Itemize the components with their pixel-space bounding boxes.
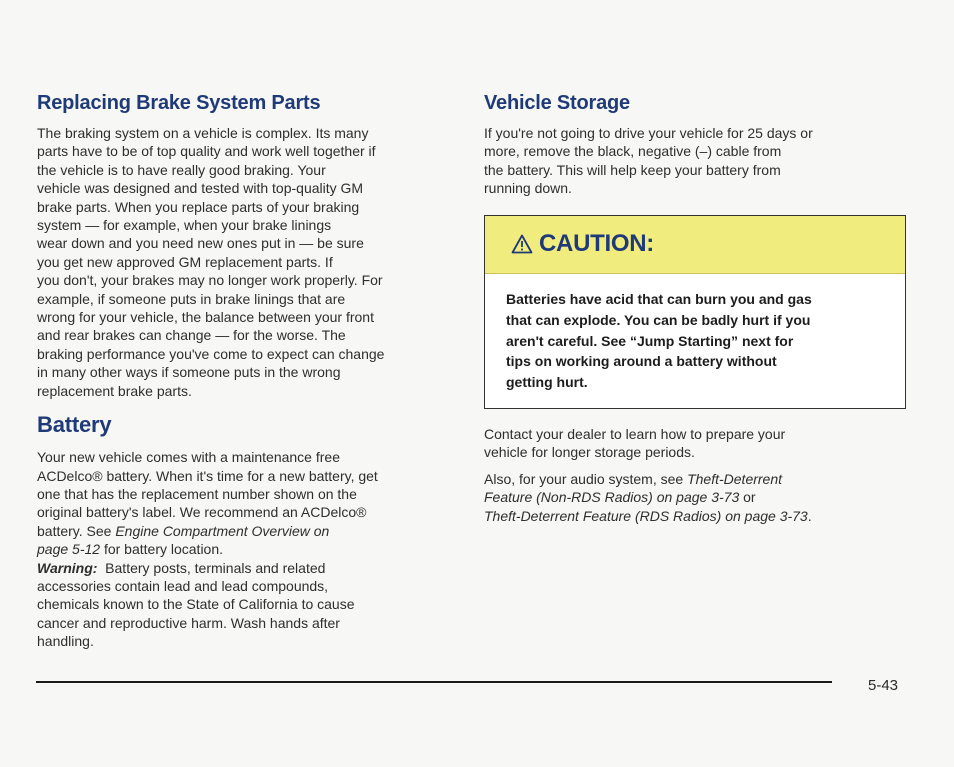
text-line: Batteries have acid that can burn you and gas (506, 291, 812, 307)
text-line: accessories contain lead and lead compounds, (37, 577, 329, 594)
text-line: cancer and reproductive harm. Wash hands after (37, 614, 340, 631)
cross-reference-link[interactable]: page 5-12 (37, 541, 101, 558)
text-line: example, if someone puts in brake linings that are (37, 290, 346, 307)
text-line: one that has the replacement number shown on the (37, 485, 357, 502)
brake-paragraph (37, 124, 457, 400)
text-line: parts have to be of top quality and work well together if (37, 143, 376, 160)
text-line (484, 488, 906, 506)
text-run: Battery posts, terminals and related (97, 559, 326, 576)
text-line: the battery. This will help keep your battery from (484, 161, 781, 178)
text-line (37, 522, 457, 540)
caution-header (485, 216, 905, 274)
text-line: Contact your dealer to learn how to prepare your (484, 426, 786, 442)
text-run: for battery location. (100, 541, 224, 558)
audio-paragraph (484, 470, 906, 525)
text-line: tips on working around a battery without (506, 353, 777, 370)
text-line: aren't careful. See “Jump Starting” next for (506, 332, 794, 349)
storage-paragraph (484, 124, 906, 198)
right-column (484, 92, 906, 198)
text-line: wrong for your vehicle, the balance between your front (37, 309, 374, 326)
text-line (37, 559, 457, 577)
page-number: 5-43 (868, 677, 899, 694)
text-line: braking performance you've come to expect can change (37, 345, 385, 362)
text-line: replacement brake parts. (37, 382, 192, 399)
text-line: system — for example, when your brake linings (37, 217, 332, 234)
text-line: you get new approved GM replacement parts. If (37, 253, 333, 270)
caution-title-text: CAUTION: (539, 230, 654, 257)
cross-reference-link[interactable]: Theft-Deterrent Feature (RDS Radios) on page 3-73 (484, 507, 808, 524)
text-line: Your new vehicle comes with a maintenance free (37, 449, 340, 466)
text-line: vehicle for longer storage periods. (484, 444, 695, 461)
text-run: battery. See (37, 522, 116, 539)
battery-heading: Battery (37, 412, 112, 438)
battery-paragraph (37, 448, 457, 650)
storage-followup (484, 425, 906, 533)
text-line: getting hurt. (506, 374, 588, 391)
cross-reference-link[interactable]: Feature (Non-RDS Radios) on page 3-73 (484, 489, 740, 506)
caution-box (484, 215, 906, 409)
text-line: you don't, your brakes may no longer work properly. For (37, 272, 383, 289)
contact-paragraph (484, 425, 906, 462)
text-line: The braking system on a vehicle is complex. Its many (37, 125, 369, 141)
warning-label: Warning: (37, 559, 98, 576)
text-line: the vehicle is to have really good braking. Your (37, 161, 326, 178)
text-line: and rear brakes can change — for the worse. The (37, 327, 346, 344)
text-line: original battery's label. We recommend an ACDelco® (37, 504, 367, 521)
text-line: ACDelco® battery. When it's time for a new battery, get (37, 467, 378, 484)
text-line: wear down and you need new ones put in — be sure (37, 235, 364, 252)
text-line (484, 470, 906, 488)
text-line: chemicals known to the State of California to cause (37, 596, 355, 613)
storage-heading: Vehicle Storage (484, 92, 630, 114)
text-line: If you're not going to drive your vehicle for 25 days or (484, 125, 813, 141)
text-line: vehicle was designed and tested with top-quality GM (37, 180, 364, 197)
text-line: in many other ways if someone puts in the wrong (37, 364, 341, 381)
caution-title (511, 230, 654, 258)
left-column (37, 92, 457, 651)
cross-reference-link[interactable]: Engine Compartment Overview on (115, 522, 330, 539)
caution-text (506, 289, 891, 393)
warning-triangle-icon (511, 234, 533, 254)
text-line: handling. (37, 633, 94, 650)
text-line: more, remove the black, negative (–) cable from (484, 143, 782, 160)
text-run: Also, for your audio system, see (484, 470, 688, 487)
text-line: running down. (484, 180, 572, 197)
text-run: or (739, 489, 756, 506)
text-line (37, 540, 457, 558)
text-run: . (807, 507, 812, 524)
cross-reference-link[interactable]: Theft-Deterrent (687, 470, 783, 487)
footer-rule (36, 681, 832, 683)
text-line: brake parts. When you replace parts of your braking (37, 198, 360, 215)
text-line (484, 507, 906, 525)
text-line: that can explode. You can be badly hurt if you (506, 311, 811, 328)
brake-heading: Replacing Brake System Parts (37, 92, 321, 114)
